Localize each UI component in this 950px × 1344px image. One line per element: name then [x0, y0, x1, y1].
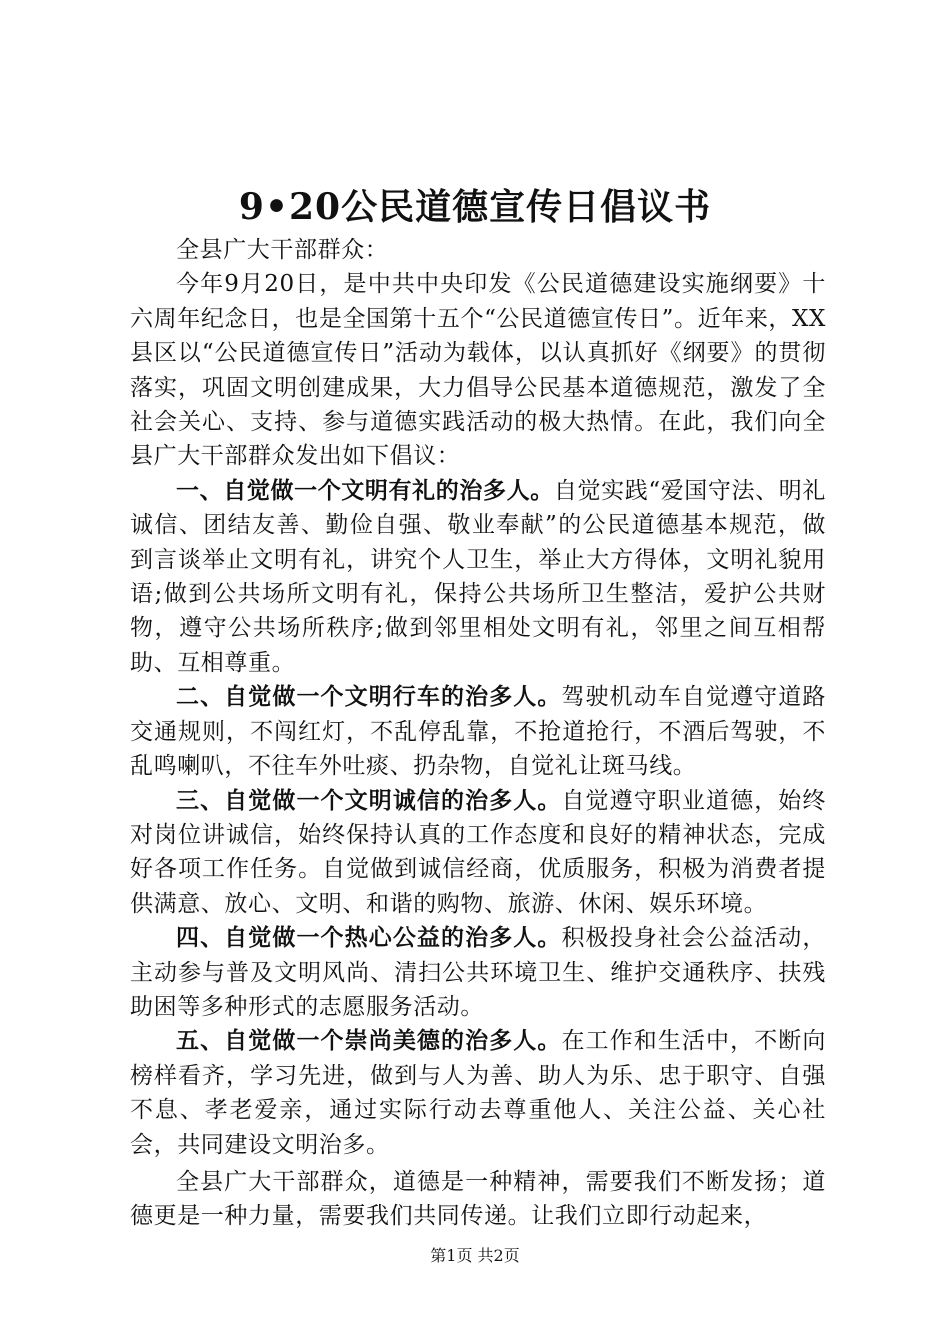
proposal-item-1-text: 自觉实践“爱国守法、明礼诚信、团结友善、勤俭自强、敬业奉献”的公民道德基本规范，做到言谈举止文明有礼，讲究个人卫生，举止大方得体，文明礼貌用语;做到公共场所文明有礼，保持公共场所卫生整洁，爱护公共财物，遵守公共场所秩序;做到邻里相处文明有礼，邻里之间互相帮助、互相尊重。 — [130, 477, 826, 676]
proposal-item-2-heading: 二、自觉做一个文明行车的治多人。 — [176, 683, 562, 711]
proposal-item-3 — [130, 784, 826, 922]
salutation: 全县广大干部群众： — [176, 237, 389, 263]
proposal-item-4-heading: 四、自觉做一个热心公益的治多人。 — [176, 924, 562, 952]
proposal-item-5 — [130, 1024, 826, 1162]
document-title: 9•20公民道德宣传日倡议书 — [238, 186, 712, 228]
intro-paragraph: 今年9月20日，是中共中央印发《公民道德建设实施纲要》十六周年纪念日，也是全国第十五个“公民道德宣传日”。近年来，XX县区以“公民道德宣传日”活动为载体，以认真抓好《纲要》的贯彻落实，巩固文明创建成果，大力倡导公民基本道德规范，激发了全社会关心、支持、参与道德实践活动的极大热情。在此，我们向全县广大干部群众发出如下倡议： — [130, 271, 826, 470]
proposal-item-3-heading: 三、自觉做一个文明诚信的治多人。 — [176, 786, 562, 814]
proposal-item-5-text: 在工作和生活中，不断向榜样看齐，学习先进，做到与人为善、助人为乐、忠于职守、自强不息、孝老爱亲，通过实际行动去尊重他人、关注公益、关心社会，共同建设文明治多。 — [130, 1028, 826, 1158]
page-number: 第1页 共2页 — [430, 1246, 520, 1265]
proposal-item-2-text: 驾驶机动车自觉遵守道路交通规则，不闯红灯，不乱停乱靠，不抢道抢行，不酒后驾驶，不乱鸣喇叭，不往车外吐痰、扔杂物，自觉礼让斑马线。 — [130, 684, 826, 780]
proposal-item-4 — [130, 921, 826, 1024]
proposal-item-3-text: 自觉遵守职业道德，始终对岗位讲诚信，始终保持认真的工作态度和良好的精神状态，完成好各项工作任务。自觉做到诚信经商，优质服务，积极为消费者提供满意、放心、文明、和谐的购物、旅游、休闲、娱乐环境。 — [130, 787, 826, 917]
proposal-item-4-text: 积极投身社会公益活动，主动参与普及文明风尚、清扫公共环境卫生、维护交通秩序、扶残助困等多种形式的志愿服务活动。 — [130, 925, 826, 1020]
proposal-item-1 — [130, 474, 826, 680]
document-body — [130, 233, 826, 1234]
closing-paragraph: 全县广大干部群众，道德是一种精神，需要我们不断发扬；道德更是一种力量，需要我们共同传递。让我们立即行动起来， — [130, 1168, 826, 1230]
proposal-item-1-heading: 一、自觉做一个文明有礼的治多人。 — [176, 476, 554, 504]
proposal-item-5-heading: 五、自觉做一个崇尚美德的治多人。 — [176, 1027, 562, 1055]
proposal-item-2 — [130, 680, 826, 783]
